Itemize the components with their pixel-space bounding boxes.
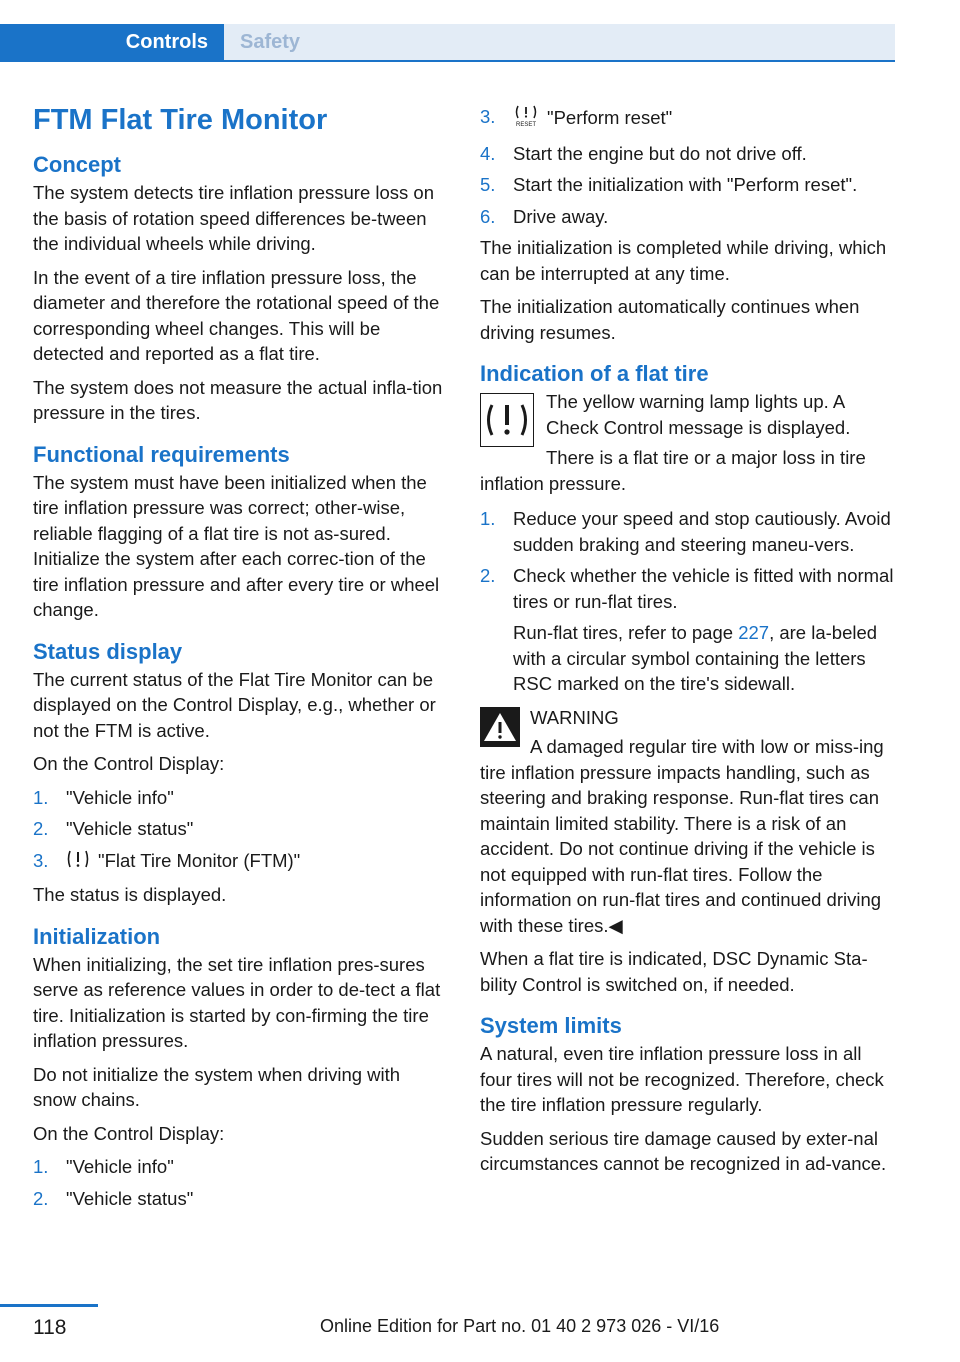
limits-paragraph-2: Sudden serious tire damage caused by exter-nal circumstances cannot be recognized in ad-vance. <box>480 1127 887 1174</box>
init-paragraph-5: The initialization automatically continues when driving resumes. <box>480 296 860 343</box>
dsc-paragraph: When a flat tire is indicated, DSC Dynamic Sta-bility Control is switched on, if needed. <box>480 948 868 995</box>
page-header <box>0 0 895 62</box>
flat-tire-steps <box>480 506 895 614</box>
functional-paragraph: The system must have been initialized when the tire inflation pressure was correct; other-wise, reliable flagging of a flat tire is not as-sured. Initialize the system after each correc-tion of the tire inflation pressure and after every tire or wheel change. <box>33 471 440 620</box>
footer-divider <box>0 1304 98 1307</box>
list-item: 3. "Flat Tire Monitor (FTM)" <box>33 848 443 877</box>
status-paragraph-2: On the Control Display: <box>33 753 225 774</box>
functional-heading: Functional requirements <box>33 441 290 467</box>
init-steps-right <box>480 104 895 229</box>
reset-icon <box>513 104 539 135</box>
list-item: 2. Check whether the vehicle is fitted with normal tires or run-flat tires. <box>480 565 894 612</box>
init-paragraph-1: When initializing, the set tire inflation pres-sures serve as reference values in order to de-tect a flat tire. Initialization is started by con-firming the tire inflation pressures. <box>33 953 441 1051</box>
warning-triangle-icon <box>480 707 520 747</box>
page-number: 118 <box>33 1316 67 1339</box>
tab-controls[interactable]: Controls <box>0 24 224 61</box>
page-reference-link[interactable]: 227 <box>738 622 770 643</box>
list-item: 4. Start the engine but do not drive off. <box>480 142 807 164</box>
svg-text:RESET: RESET <box>515 122 537 128</box>
lamp-text-2: There is a flat tire or a major loss in tire inflation pressure. <box>480 447 866 494</box>
runflat-paragraph: Run-flat tires, refer to page 227, are la-beled with a circular symbol containing the letters RSC marked on the tire's sidewall. <box>513 622 878 694</box>
concept-paragraph-2: In the event of a tire inflation pressure loss, the diameter and therefore the rotational speed of the corresponding wheel changes. This will be detected and reported as a flat tire. <box>33 266 440 364</box>
list-item: 1. "Vehicle info" <box>33 786 174 808</box>
init-paragraph-3: On the Control Display: <box>33 1122 225 1144</box>
warning-label: WARNING <box>530 706 619 728</box>
concept-heading: Concept <box>33 152 121 177</box>
flat-tire-heading: Indication of a flat tire <box>480 361 709 386</box>
list-item: 2. "Vehicle status" <box>33 1187 194 1209</box>
list-item: 3. RESET "Perform reset" <box>480 104 895 135</box>
init-steps-left <box>33 1154 443 1211</box>
list-item: 2. "Vehicle status" <box>33 818 194 839</box>
edition-text: Online Edition for Part no. 01 40 2 973 026 - VI/16 <box>320 1316 720 1336</box>
initialization-heading: Initialization <box>33 923 161 949</box>
warning-lamp-block <box>480 389 895 449</box>
tab-safety[interactable]: Safety <box>224 24 895 61</box>
status-paragraph-3: The status is displayed. <box>33 884 227 905</box>
status-paragraph-1: The current status of the Flat Tire Monitor can be displayed on the Control Display, e.g., whether or not the FTM is active. <box>33 668 436 741</box>
lamp-text-1: The yellow warning lamp lights up. A Check Control message is displayed. <box>546 391 851 438</box>
concept-paragraph-3: The system does not measure the actual infla-tion pressure in the tires. <box>33 376 443 423</box>
warning-text: A damaged regular tire with low or miss-ing tire inflation pressure impacts handling, such as steering and braking response. Run-flat tires can maintain limited stability. There is a risk of an accident. Do not continue driving if the vehicle is not equipped with run-flat tires. Follow the information on run-flat tires and continued driving with these tires.◀ <box>480 736 884 936</box>
list-item: 5. Start the initialization with "Perform reset". <box>480 174 858 195</box>
status-heading: Status display <box>33 638 183 664</box>
limits-paragraph-1: A natural, even tire inflation pressure loss in all four tires will not be recognized. Therefore, check the tire inflation pressure regularly. <box>480 1043 884 1115</box>
concept-paragraph-1: The system detects tire inflation pressure loss on the basis of rotation speed differences be-tween the individual wheels while driving. <box>33 182 435 254</box>
header-divider <box>0 60 895 62</box>
warning-block <box>480 705 895 731</box>
init-paragraph-2: Do not initialize the system when driving with snow chains. <box>33 1063 401 1110</box>
left-column <box>33 100 443 1217</box>
tire-warning-lamp-icon <box>480 393 534 447</box>
list-item: 1. "Vehicle info" <box>33 1156 174 1177</box>
system-limits-heading: System limits <box>480 1013 622 1038</box>
page-title: FTM Flat Tire Monitor <box>33 104 328 136</box>
list-item: 6. Drive away. <box>480 205 609 227</box>
list-item: 1. Reduce your speed and stop cautiously. Avoid sudden braking and steering maneu-vers. <box>480 508 891 555</box>
tire-pressure-icon <box>66 848 90 877</box>
init-paragraph-4: The initialization is completed while driving, which can be interrupted at any time. <box>480 237 887 284</box>
status-steps <box>33 785 443 877</box>
right-column <box>480 104 895 1185</box>
